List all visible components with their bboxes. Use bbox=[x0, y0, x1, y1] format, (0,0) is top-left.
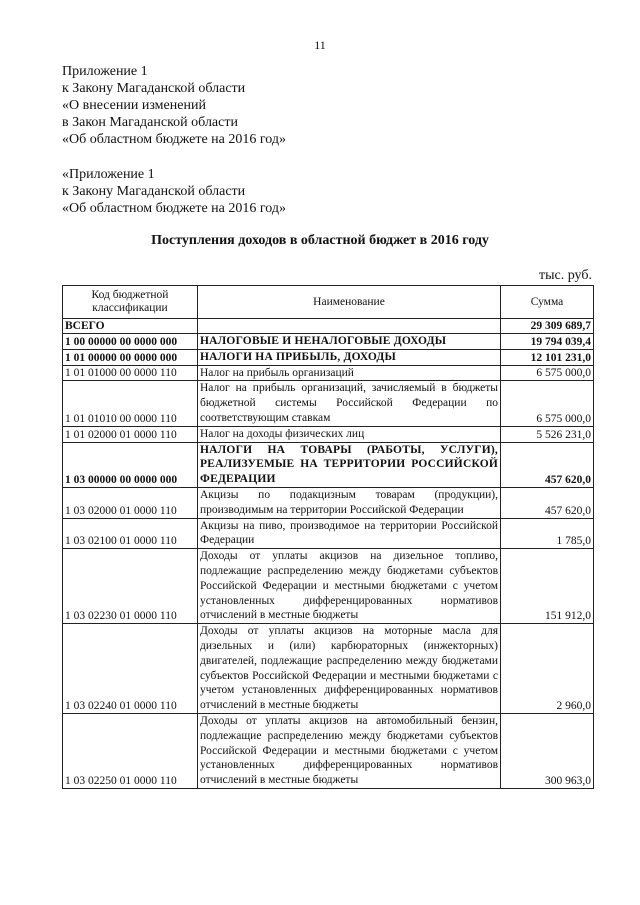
table-row bbox=[63, 518, 594, 549]
appendix-header-line: «Об областном бюджете на 2016 год» bbox=[62, 132, 286, 147]
table-row-total bbox=[63, 319, 594, 334]
row-sum: 12 101 231,0 bbox=[501, 349, 594, 365]
row-sum: 151 912,0 bbox=[501, 549, 594, 624]
row-code: 1 03 02100 01 0000 110 bbox=[63, 518, 198, 549]
row-code: 1 00 00000 00 0000 000 bbox=[63, 334, 198, 350]
row-sum: 457 620,0 bbox=[501, 442, 594, 487]
row-code: 1 01 01000 00 0000 110 bbox=[63, 365, 198, 381]
row-name: Доходы от уплаты акцизов на дизельное топливо, подлежащие распределению между бюджетами субъектов Российской Федерации и местными бюджетами с учетом установленных дифференцированных нормативов отчислений в местные бюджеты bbox=[198, 549, 501, 624]
row-name: Налог на прибыль организаций bbox=[198, 365, 501, 381]
row-code: 1 01 01010 00 0000 110 bbox=[63, 381, 198, 426]
appendix-header-line: в Закон Магаданской области bbox=[62, 115, 238, 130]
row-sum: 457 620,0 bbox=[501, 487, 594, 518]
revenue-table bbox=[62, 285, 594, 789]
column-header-code: Код бюджетной классификации bbox=[63, 286, 198, 319]
row-sum: 2 960,0 bbox=[501, 624, 594, 714]
table-row bbox=[63, 624, 594, 714]
row-name: Доходы от уплаты акцизов на автомобильный бензин, подлежащие распределению между бюджетами субъектов Российской Федерации и местными бюджетами с учетом установленных дифференцированных нормативов отчислений в местные бюджеты bbox=[198, 713, 501, 788]
appendix-quote-line: к Закону Магаданской области bbox=[62, 184, 246, 199]
column-header-name: Наименование bbox=[198, 286, 501, 319]
row-code: 1 03 02000 01 0000 110 bbox=[63, 487, 198, 518]
row-code: ВСЕГО bbox=[63, 319, 198, 334]
row-sum: 300 963,0 bbox=[501, 713, 594, 788]
row-sum: 19 794 039,4 bbox=[501, 334, 594, 350]
row-sum: 6 575 000,0 bbox=[501, 365, 594, 381]
table-row bbox=[63, 549, 594, 624]
table-row bbox=[63, 334, 594, 350]
table-row bbox=[63, 442, 594, 487]
table-row bbox=[63, 365, 594, 381]
row-code: 1 03 02230 01 0000 110 bbox=[63, 549, 198, 624]
row-name: Налог на доходы физических лиц bbox=[198, 426, 501, 442]
table-row bbox=[63, 349, 594, 365]
document-title: Поступления доходов в областной бюджет в 2016 году bbox=[151, 233, 489, 248]
table-row bbox=[63, 487, 594, 518]
appendix-header-line: Приложение 1 bbox=[62, 64, 148, 79]
appendix-quote-line: «Об областном бюджете на 2016 год» bbox=[62, 201, 286, 216]
row-sum: 6 575 000,0 bbox=[501, 381, 594, 426]
row-code: 1 03 00000 00 0000 000 bbox=[63, 442, 198, 487]
table-row bbox=[63, 426, 594, 442]
appendix-header-line: «О внесении изменений bbox=[62, 98, 206, 113]
row-name: НАЛОГИ НА ТОВАРЫ (РАБОТЫ, УСЛУГИ), РЕАЛИЗУЕМЫЕ НА ТЕРРИТОРИИ РОССИЙСКОЙ ФЕДЕРАЦИИ bbox=[198, 442, 501, 487]
row-name bbox=[198, 319, 501, 334]
row-name: НАЛОГОВЫЕ И НЕНАЛОГОВЫЕ ДОХОДЫ bbox=[198, 334, 501, 350]
row-name: Налог на прибыль организаций, зачисляемый в бюджеты бюджетной системы Российской Федерации по соответствующим ставкам bbox=[198, 381, 501, 426]
row-code: 1 03 02250 01 0000 110 bbox=[63, 713, 198, 788]
row-name: Доходы от уплаты акцизов на моторные масла для дизельных и (или) карбюраторных (инжекторных) двигателей, подлежащие распределению между бюджетами субъектов Российской Федерации и местными бюджетами с учетом установленных дифференцированных нормативов отчислений в местные бюджеты bbox=[198, 624, 501, 714]
row-name: Акцизы на пиво, производимое на территории Российской Федерации bbox=[198, 518, 501, 549]
row-sum: 1 785,0 bbox=[501, 518, 594, 549]
table-row bbox=[63, 713, 594, 788]
table-row bbox=[63, 381, 594, 426]
units-label: тыс. руб. bbox=[539, 268, 592, 283]
appendix-quote-line: «Приложение 1 bbox=[62, 167, 155, 182]
appendix-header-line: к Закону Магаданской области bbox=[62, 81, 246, 96]
row-name: Акцизы по подакцизным товарам (продукции), производимым на территории Российской Федерации bbox=[198, 487, 501, 518]
row-name: НАЛОГИ НА ПРИБЫЛЬ, ДОХОДЫ bbox=[198, 349, 501, 365]
table-header-row bbox=[63, 286, 594, 319]
page-number: 11 bbox=[314, 38, 326, 52]
appendix-quote bbox=[62, 166, 286, 217]
row-code: 1 01 00000 00 0000 000 bbox=[63, 349, 198, 365]
row-sum: 5 526 231,0 bbox=[501, 426, 594, 442]
appendix-header bbox=[62, 63, 286, 148]
row-code: 1 03 02240 01 0000 110 bbox=[63, 624, 198, 714]
column-header-sum: Сумма bbox=[501, 286, 594, 319]
row-code: 1 01 02000 01 0000 110 bbox=[63, 426, 198, 442]
row-sum: 29 309 689,7 bbox=[501, 319, 594, 334]
